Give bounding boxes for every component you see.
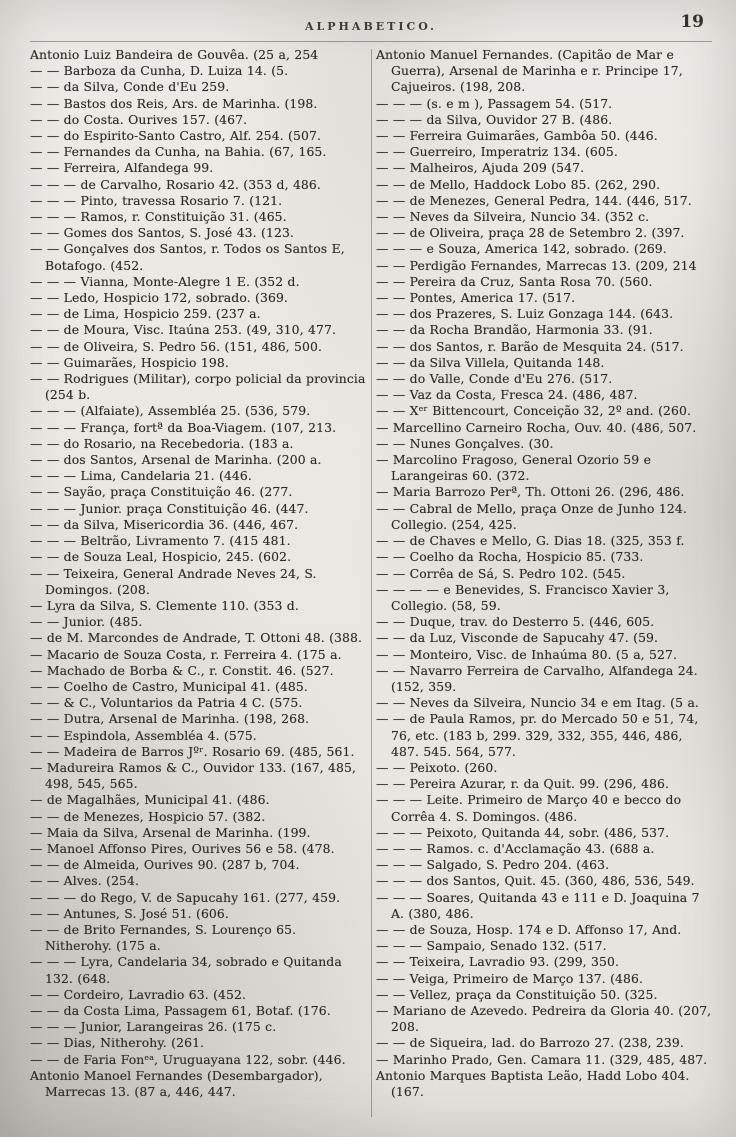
directory-entry: — Lyra da Silva, S. Clemente 110. (353 d. (30, 597, 299, 613)
directory-entry: — — Dutra, Arsenal de Marinha. (198, 268. (30, 711, 310, 727)
directory-entry: Antonio Manuel Fernandes. (Capitão de Mar e Guerra), Arsenal de Marinha e r. Principe 17, Cajueiros. (198, 208. (376, 47, 683, 95)
directory-entry: — — — Junior. praça Constituição 46. (447. (30, 500, 309, 516)
directory-entry: — — & C., Voluntarios da Patria 4 C. (575. (30, 695, 303, 711)
directory-entry: — — de Menezes, Hospicio 57. (382. (30, 808, 266, 824)
directory-entry: — — de Siqueira, lad. do Barrozo 27. (238, 239. (376, 1035, 684, 1051)
directory-entry: — — — (s. e m ), Passagem 54. (517. (376, 95, 613, 111)
directory-entry: — — Duque, trav. do Desterro 5. (446, 605. (376, 614, 655, 630)
directory-entry: — — — Pinto, travessa Rosario 7. (121. (30, 192, 283, 208)
directory-entry: — — Veiga, Primeiro de Março 137. (486. (376, 970, 644, 986)
directory-entry: — — — Ramos, r. Constituição 31. (465. (30, 209, 287, 225)
directory-entry: — — Espindola, Assembléa 4. (575. (30, 727, 257, 743)
directory-entry: — — de Souza Leal, Hospicio, 245. (602. (30, 549, 292, 565)
directory-entry: — — Barboza da Cunha, D. Luiza 14. (5. (30, 63, 289, 79)
directory-entry: — Maria Barrozo Perª, Th. Ottoni 26. (296, 486. (376, 484, 685, 500)
directory-entry: — — Corrêa de Sá, S. Pedro 102. (545. (376, 565, 626, 581)
directory-entry: — — Cordeiro, Lavradio 63. (452. (30, 986, 246, 1002)
directory-entry: — — Guerreiro, Imperatriz 134. (605. (376, 144, 618, 160)
directory-entry: — — Bastos dos Reis, Ars. de Marinha. (198. (30, 95, 318, 111)
directory-entry: — Machado de Borba & C., r. Constit. 46. (527. (30, 662, 334, 678)
directory-entry: — — Dias, Nitherohy. (261. (30, 1035, 205, 1051)
header-rule (30, 41, 712, 42)
directory-entry: — — — Vianna, Monte-Alegre 1 E. (352 d. (30, 273, 300, 289)
directory-entry: — — — Peixoto, Quitanda 44, sobr. (486, 537. (376, 824, 670, 840)
directory-entry: — — da Silva, Misericordia 36. (446, 467. (30, 516, 299, 532)
directory-entry: — — — Lyra, Candelaria 34, sobrado e Quitanda 132. (648. (30, 954, 342, 986)
directory-entry: — Marinho Prado, Gen. Camara 11. (329, 485, 487. (376, 1051, 708, 1067)
directory-entry: — — da Silva Villela, Quitanda 148. (376, 354, 605, 370)
directory-entry: — — — — e Benevides, S. Francisco Xavier 3, Collegio. (58, 59. (376, 581, 670, 613)
directory-entry: — — Ledo, Hospicio 172, sobrado. (369. (30, 290, 288, 306)
directory-entry: — — Xᵉʳ Bittencourt, Conceição 32, 2º and. (260. (376, 403, 691, 419)
directory-entry: — — de Menezes, General Pedra, 144. (446, 517. (376, 192, 692, 208)
directory-entry: — — Gonçalves dos Santos, r. Todos os Santos E, Botafogo. (452. (30, 241, 345, 273)
directory-entry: — — de Almeida, Ourives 90. (287 b, 704. (30, 857, 300, 873)
directory-entry: — — — do Rego, V. de Sapucahy 161. (277, 459. (30, 889, 341, 905)
directory-entry: — — do Costa. Ourives 157. (467. (30, 111, 248, 127)
directory-entry: — — Neves da Silveira, Nuncio 34 e em Itag. (5 a. (376, 695, 699, 711)
directory-entry: — — Pereira da Cruz, Santa Rosa 70. (560. (376, 273, 653, 289)
directory-entry: — — dos Santos, r. Barão de Mesquita 24. (517. (376, 338, 684, 354)
directory-entry: — — de Brito Fernandes, S. Lourenço 65. Nitherohy. (175 a. (30, 921, 297, 954)
running-head: ALPHABETICO. (304, 20, 437, 33)
directory-entry: — — Vaz da Costa, Fresca 24. (486, 487. (376, 387, 638, 403)
directory-entry: — — Perdigão Fernandes, Marrecas 13. (209, 214 (376, 257, 697, 273)
directory-entry: — — Rodrigues (Militar), corpo policial da provincia (254 b. (30, 371, 366, 403)
directory-entry: — — Nunes Gonçalves. (30. (376, 435, 554, 451)
directory-entry: — — de Moura, Visc. Itaúna 253. (49, 310, 477. (30, 322, 337, 338)
directory-entry: — — de Lima, Hospicio 259. (237 a. (30, 306, 261, 322)
directory-entry: — — dos Santos, Arsenal de Marinha. (200 a. (30, 452, 322, 468)
directory-entry: — — Ferreira, Alfandega 99. (30, 160, 214, 176)
directory-entry: — — de Souza, Hosp. 174 e D. Affonso 17, And. (376, 921, 682, 937)
directory-entry: — — da Silva, Conde d'Eu 259. (30, 79, 230, 95)
directory-entry: — — — Sampaio, Senado 132. (517. (376, 938, 607, 954)
directory-entry: — — — (Alfaiate), Assembléa 25. (536, 579. (30, 403, 311, 419)
directory-entry: — — do Rosario, na Recebedoria. (183 a. (30, 435, 294, 451)
directory-entry: — — Vellez, praça da Constituição 50. (325. (376, 986, 658, 1002)
directory-entry: Antonio Manoel Fernandes (Desembargador), Marrecas 13. (87 a, 446, 447. (30, 1067, 323, 1099)
directory-columns (30, 47, 716, 1131)
directory-entry: — — Pontes, America 17. (517. (376, 290, 576, 306)
directory-entry: — — Fernandes da Cunha, na Bahia. (67, 165. (30, 144, 327, 160)
directory-entry: — — Gomes dos Santos, S. José 43. (123. (30, 225, 294, 241)
page-header (30, 12, 712, 38)
directory-entry: — — — Salgado, S. Pedro 204. (463. (376, 857, 610, 873)
directory-entry: — — Monteiro, Visc. de Inhaúma 80. (5 a, 527. (376, 646, 678, 662)
directory-entry: — — Pereira Azurar, r. da Quit. 99. (296, 486. (376, 776, 669, 792)
page-number: 19 (680, 12, 704, 32)
directory-entry: — — da Luz, Visconde de Sapucahy 47. (59. (376, 630, 659, 646)
directory-entry: — — Peixoto. (260. (376, 759, 498, 775)
directory-entry: — — de Oliveira, praça 28 de Setembro 2. (397. (376, 225, 685, 241)
directory-entry: — — de Oliveira, S. Pedro 56. (151, 486, 500. (30, 338, 323, 354)
directory-entry: — — Junior. (485. (30, 614, 143, 630)
directory-entry: — — da Rocha Brandão, Harmonia 33. (91. (376, 322, 653, 338)
directory-entry: — — Navarro Ferreira de Carvalho, Alfandega 24. (152, 359. (376, 662, 698, 694)
directory-entry: — Marcellino Carneiro Rocha, Ouv. 40. (486, 507. (376, 419, 697, 435)
directory-entry: — — dos Prazeres, S. Luiz Gonzaga 144. (643. (376, 306, 674, 322)
directory-entry: — — de Chaves e Mello, G. Dias 18. (325, 353 f. (376, 533, 685, 549)
directory-entry: — — — Junior, Larangeiras 26. (175 c. (30, 1019, 277, 1035)
directory-entry: — Maia da Silva, Arsenal de Marinha. (199. (30, 824, 311, 840)
directory-entry: — — Madeira de Barros Jºʳ. Rosario 69. (485, 561. (30, 743, 355, 759)
directory-entry: — — Neves da Silveira, Nuncio 34. (352 c. (376, 209, 650, 225)
directory-entry: — de Magalhães, Municipal 41. (486. (30, 792, 270, 808)
directory-entry: — — — de Carvalho, Rosario 42. (353 d, 486. (30, 176, 321, 192)
directory-entry: — — do Espirito-Santo Castro, Alf. 254. (507. (30, 128, 321, 144)
directory-entry: — — Ferreira Guimarães, Gambôa 50. (446. (376, 128, 658, 144)
right-column (376, 47, 712, 1131)
directory-entry: Antonio Luiz Bandeira de Gouvêa. (25 a, 254 (30, 47, 319, 62)
directory-entry: — — — Leite. Primeiro de Março 40 e becco do Corrêa 4. S. Domingos. (486. (376, 792, 682, 824)
directory-entry: — — de Faria Fonᵉᵃ, Uruguayana 122, sobr. (446. (30, 1051, 346, 1067)
left-column (30, 47, 366, 1131)
directory-entry: — Macario de Souza Costa, r. Ferreira 4. (175 a. (30, 646, 342, 662)
directory-entry: — — Coelho de Castro, Municipal 41. (485. (30, 678, 308, 694)
directory-entry: — — — Soares, Quitanda 43 e 111 e D. Joaquina 7 A. (380, 486. (376, 889, 700, 921)
directory-entry: — — do Valle, Conde d'Eu 276. (517. (376, 371, 613, 387)
directory-entry: — — Teixeira, Lavradio 93. (299, 350. (376, 954, 620, 970)
directory-entry: — — Cabral de Mello, praça Onze de Junho 124. Collegio. (254, 425. (376, 500, 687, 532)
directory-entry: — — Guimarães, Hospicio 198. (30, 354, 229, 370)
directory-entry: — de M. Marcondes de Andrade, T. Ottoni 48. (388. (30, 630, 362, 646)
directory-entry: — — — Ramos. c. d'Acclamação 43. (688 a. (376, 840, 655, 856)
directory-entry: — — Alves. (254. (30, 873, 140, 889)
directory-entry: — — — Lima, Candelaria 21. (446. (30, 468, 252, 484)
directory-entry: — Marcolino Fragoso, General Ozorio 59 e Larangeiras 60. (372. (376, 452, 652, 484)
directory-entry: — — de Mello, Haddock Lobo 85. (262, 290. (376, 176, 661, 192)
directory-entry: — Mariano de Azevedo. Pedreira da Gloria 40. (207, 208. (376, 1002, 712, 1035)
directory-entry: — — da Costa Lima, Passagem 61, Botaf. (176. (30, 1002, 331, 1018)
directory-entry: — — — da Silva, Ouvidor 27 B. (486. (376, 111, 613, 127)
directory-entry: — — Malheiros, Ajuda 209 (547. (376, 160, 585, 176)
column-divider (371, 49, 372, 1117)
directory-entry: — — Sayão, praça Constituição 46. (277. (30, 484, 293, 500)
directory-entry: — — — Beltrão, Livramento 7. (415 481. (30, 533, 291, 549)
directory-entry: — Madureira Ramos & C., Ouvidor 133. (167, 485, 498, 545, 565. (30, 759, 357, 792)
directory-entry: — — Teixeira, General Andrade Neves 24, S. Domingos. (208. (30, 565, 317, 597)
directory-entry: — — Antunes, S. José 51. (606. (30, 905, 229, 921)
directory-entry: — — Coelho da Rocha, Hospicio 85. (733. (376, 549, 644, 565)
directory-entry: — — — França, fortª da Boa-Viagem. (107, 213. (30, 419, 337, 435)
directory-entry: — — — dos Santos, Quit. 45. (360, 486, 536, 549. (376, 873, 695, 889)
directory-entry: — — de Paula Ramos, pr. do Mercado 50 e 51, 74, 76, etc. (183 b, 299. 329, 332, 355, 446, 486, 487. 545. 564, 577. (376, 711, 699, 759)
directory-entry: — Manoel Affonso Pires, Ourives 56 e 58. (478. (30, 840, 335, 856)
directory-entry: Antonio Marques Baptista Leão, Hadd Lobo 404. (167. (376, 1067, 690, 1099)
directory-entry: — — — e Souza, America 142, sobrado. (269. (376, 241, 667, 257)
